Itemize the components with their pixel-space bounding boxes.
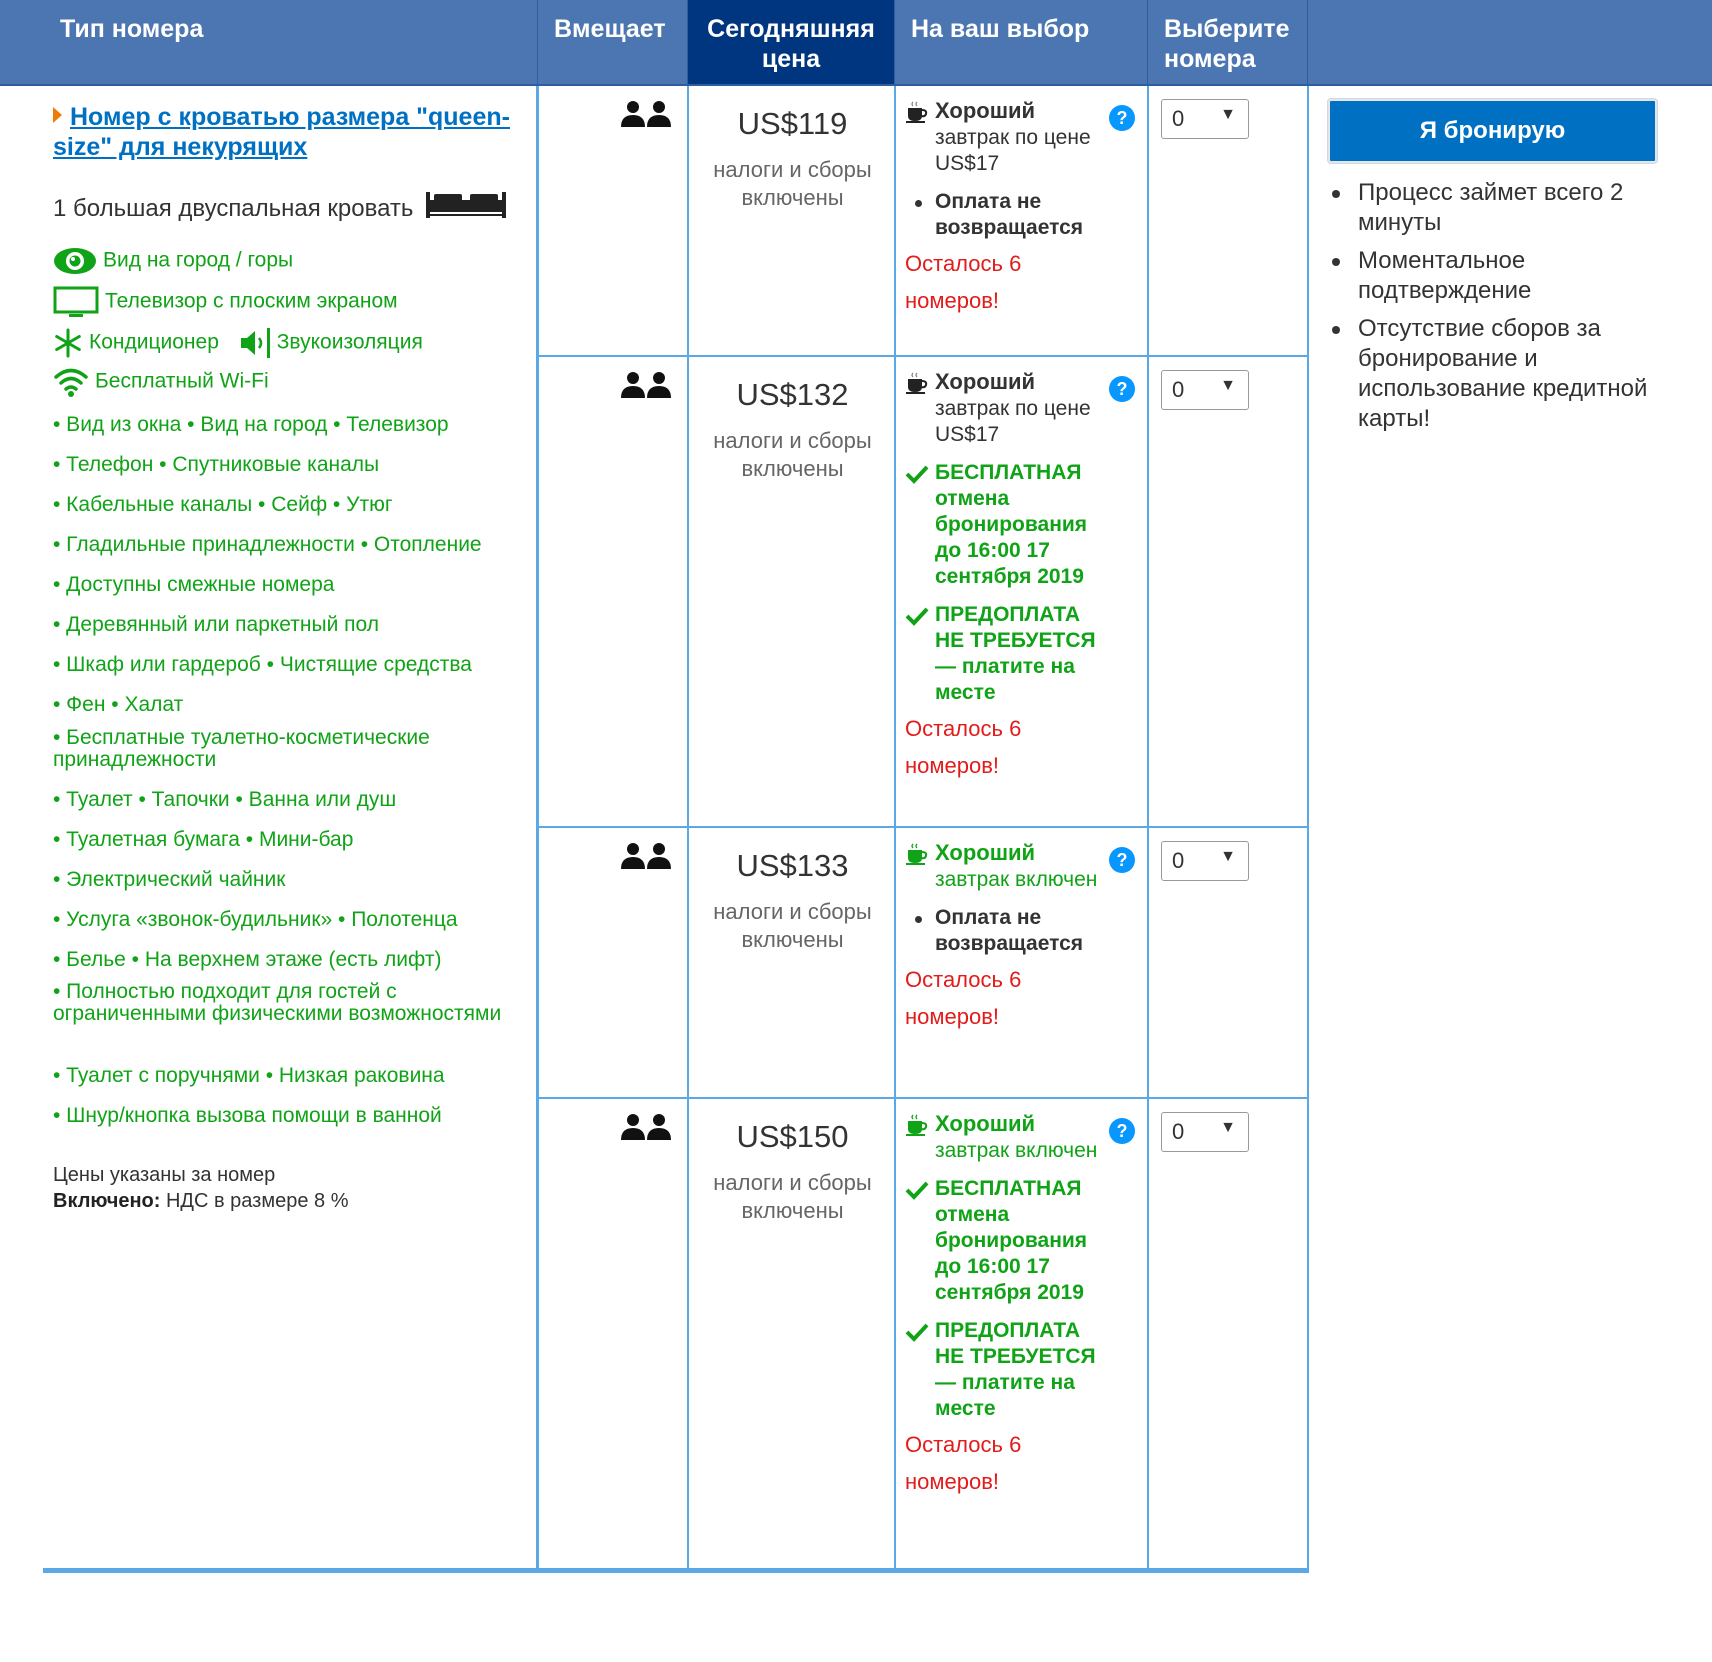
meal-text: завтрак по цене US$17 xyxy=(935,126,1091,175)
rooms-left-notice: Осталось 6 номеров! xyxy=(905,967,1022,1029)
condition-free-cancellation: БЕСПЛАТНАЯ отмена бронирования до 16:00 17 сентября 2019 xyxy=(905,460,1115,590)
table-bottom-border xyxy=(43,1568,1309,1573)
offer-tax-note: налоги и сборы включены xyxy=(713,1170,872,1223)
bed-label: 1 большая двуспальная кровать xyxy=(53,195,414,222)
header-today-price: Сегодняшняя цена xyxy=(688,0,895,84)
offer-price: US$150 xyxy=(736,1119,849,1154)
offer-price: US$132 xyxy=(736,377,849,412)
question-icon[interactable] xyxy=(1108,846,1136,874)
two-persons-icon xyxy=(620,100,672,128)
wifi-icon xyxy=(53,366,89,398)
booking-benefits xyxy=(1330,178,1670,442)
meal-info xyxy=(905,98,1115,177)
meal-title: Хороший xyxy=(935,1111,1036,1136)
amenity-line: • Электрический чайник xyxy=(53,868,286,891)
question-icon[interactable] xyxy=(1108,104,1136,132)
offer-conditions xyxy=(905,1111,1115,1500)
condition-no-prepayment: ПРЕДОПЛАТА НЕ ТРЕБУЕТСЯ — платите на месте xyxy=(905,1318,1115,1422)
facility-tv: Телевизор с плоским экраном xyxy=(53,286,398,318)
facility-sound-label: Звукоизоляция xyxy=(276,330,423,354)
svg-text:?: ? xyxy=(1116,850,1128,870)
meal-text: завтрак включен xyxy=(935,1139,1098,1162)
question-icon[interactable] xyxy=(1108,1117,1136,1145)
amenity-line: • Кабельные каналы • Сейф • Утюг xyxy=(53,493,393,516)
offer-conditions xyxy=(905,369,1115,784)
two-persons-icon xyxy=(620,1113,672,1141)
price-note-line: Цены указаны за номер xyxy=(53,1164,276,1186)
amenity-line: • Бесплатные туалетно-косметические принадлежности xyxy=(53,726,430,771)
facility-wifi: Бесплатный Wi-Fi xyxy=(53,366,269,398)
price-note-included: Включено: НДС в размере 8 % xyxy=(53,1190,349,1212)
svg-text:?: ? xyxy=(1116,108,1128,128)
bed-info xyxy=(53,190,506,223)
room-quantity-select[interactable]: 0 ▼ xyxy=(1161,1112,1249,1152)
benefit-item: Моментальное подтверждение xyxy=(1330,246,1670,306)
snowflake-icon xyxy=(53,328,83,358)
check-icon xyxy=(905,464,929,484)
caret-down-icon: ▼ xyxy=(1220,106,1236,123)
amenity-line: • Туалет • Тапочки • Ванна или душ xyxy=(53,788,397,811)
two-persons-icon xyxy=(620,842,672,870)
amenity-line: • Гладильные принадлежности • Отопление xyxy=(53,533,482,556)
header-room-type: Тип номера xyxy=(0,0,538,84)
offer-row xyxy=(540,357,1306,826)
offer-tax-note: налоги и сборы включены xyxy=(713,428,872,481)
header-your-choice: На ваш выбор xyxy=(895,0,1148,84)
room-quantity-select[interactable]: 0 ▼ xyxy=(1161,841,1249,881)
meal-info xyxy=(905,369,1115,448)
coffee-cup-icon xyxy=(905,100,929,124)
amenity-line: • Доступны смежные номера xyxy=(53,573,335,596)
amenity-line: • Полностью подходит для гостей с ограниченными физическими возможностями xyxy=(53,980,502,1025)
facility-view: Вид на город / горы xyxy=(53,246,293,276)
amenity-line: • Деревянный или паркетный пол xyxy=(53,613,379,636)
table-header xyxy=(0,0,1712,86)
caret-down-icon: ▼ xyxy=(1220,377,1236,394)
offer-conditions xyxy=(905,98,1115,319)
offer-row xyxy=(540,828,1306,1097)
offer-row xyxy=(540,86,1306,355)
offer-row xyxy=(540,1099,1306,1568)
two-persons-icon xyxy=(620,371,672,399)
offer-tax-note: налоги и сборы включены xyxy=(713,899,872,952)
meal-title: Хороший xyxy=(935,98,1036,123)
coffee-cup-icon xyxy=(905,1113,929,1137)
grid-divider xyxy=(1307,86,1309,1570)
room-description xyxy=(43,86,538,1570)
price-note xyxy=(53,1162,348,1214)
caret-down-icon: ▼ xyxy=(1220,1119,1236,1136)
amenity-line: • Шкаф или гардероб • Чистящие средства xyxy=(53,653,472,676)
svg-text:?: ? xyxy=(1116,1121,1128,1141)
meal-text: завтрак по цене US$17 xyxy=(935,397,1091,446)
room-quantity-select[interactable]: 0 ▼ xyxy=(1161,99,1249,139)
coffee-cup-icon xyxy=(905,842,929,866)
arrow-right-icon xyxy=(53,107,62,123)
check-icon xyxy=(905,1180,929,1200)
speaker-icon xyxy=(239,328,271,358)
meal-info xyxy=(905,1111,1115,1164)
amenity-line: • Туалет с поручнями • Низкая раковина xyxy=(53,1064,445,1087)
header-capacity: Вмещает xyxy=(538,0,688,84)
condition-free-cancellation: БЕСПЛАТНАЯ отмена бронирования до 16:00 17 сентября 2019 xyxy=(905,1176,1115,1306)
condition-non-refundable: Оплата не возвращается xyxy=(905,905,1115,957)
svg-text:?: ? xyxy=(1116,379,1128,399)
amenity-line: • Услуга «звонок-будильник» • Полотенца xyxy=(53,908,458,931)
facility-ac-label: Кондиционер xyxy=(89,330,219,354)
header-select-rooms: Выберите номера xyxy=(1148,0,1308,84)
offer-price: US$133 xyxy=(736,848,849,883)
eye-icon xyxy=(53,246,97,276)
double-bed-icon xyxy=(426,190,506,220)
amenity-line: • Белье • На верхнем этаже (есть лифт) xyxy=(53,948,442,971)
amenity-line: • Шнур/кнопка вызова помощи в ванной xyxy=(53,1104,442,1127)
check-icon xyxy=(905,606,929,626)
meal-title: Хороший xyxy=(935,369,1036,394)
meal-info xyxy=(905,840,1115,893)
room-name-link[interactable]: Номер с кроватью размера "queen-size" для некурящих xyxy=(53,103,510,161)
benefit-item: Отсутствие сборов за бронирование и использование кредитной карты! xyxy=(1330,314,1670,434)
meal-text: завтрак включен xyxy=(935,868,1098,891)
amenity-line: • Телефон • Спутниковые каналы xyxy=(53,453,380,476)
room-quantity-select[interactable]: 0 ▼ xyxy=(1161,370,1249,410)
offer-tax-note: налоги и сборы включены xyxy=(713,157,872,210)
rooms-left-notice: Осталось 6 номеров! xyxy=(905,1432,1022,1494)
book-button[interactable]: Я бронирую xyxy=(1328,99,1657,163)
amenity-line: • Вид из окна • Вид на город • Телевизор xyxy=(53,413,449,436)
amenity-line: • Туалетная бумага • Мини-бар xyxy=(53,828,354,851)
offer-conditions xyxy=(905,840,1115,1035)
facility-ac-sound xyxy=(53,328,423,358)
question-icon[interactable] xyxy=(1108,375,1136,403)
grid-divider xyxy=(537,86,539,1570)
rooms-left-notice: Осталось 6 номеров! xyxy=(905,716,1022,778)
benefit-item: Процесс займет всего 2 минуты xyxy=(1330,178,1670,238)
rooms-left-notice: Осталось 6 номеров! xyxy=(905,251,1022,313)
condition-non-refundable: Оплата не возвращается xyxy=(905,189,1115,241)
condition-no-prepayment: ПРЕДОПЛАТА НЕ ТРЕБУЕТСЯ — платите на месте xyxy=(905,602,1115,706)
caret-down-icon: ▼ xyxy=(1220,848,1236,865)
check-icon xyxy=(905,1322,929,1342)
amenity-line: • Фен • Халат xyxy=(53,693,184,716)
offer-price: US$119 xyxy=(737,106,848,141)
coffee-cup-icon xyxy=(905,371,929,395)
tv-icon xyxy=(53,286,99,318)
meal-title: Хороший xyxy=(935,840,1036,865)
